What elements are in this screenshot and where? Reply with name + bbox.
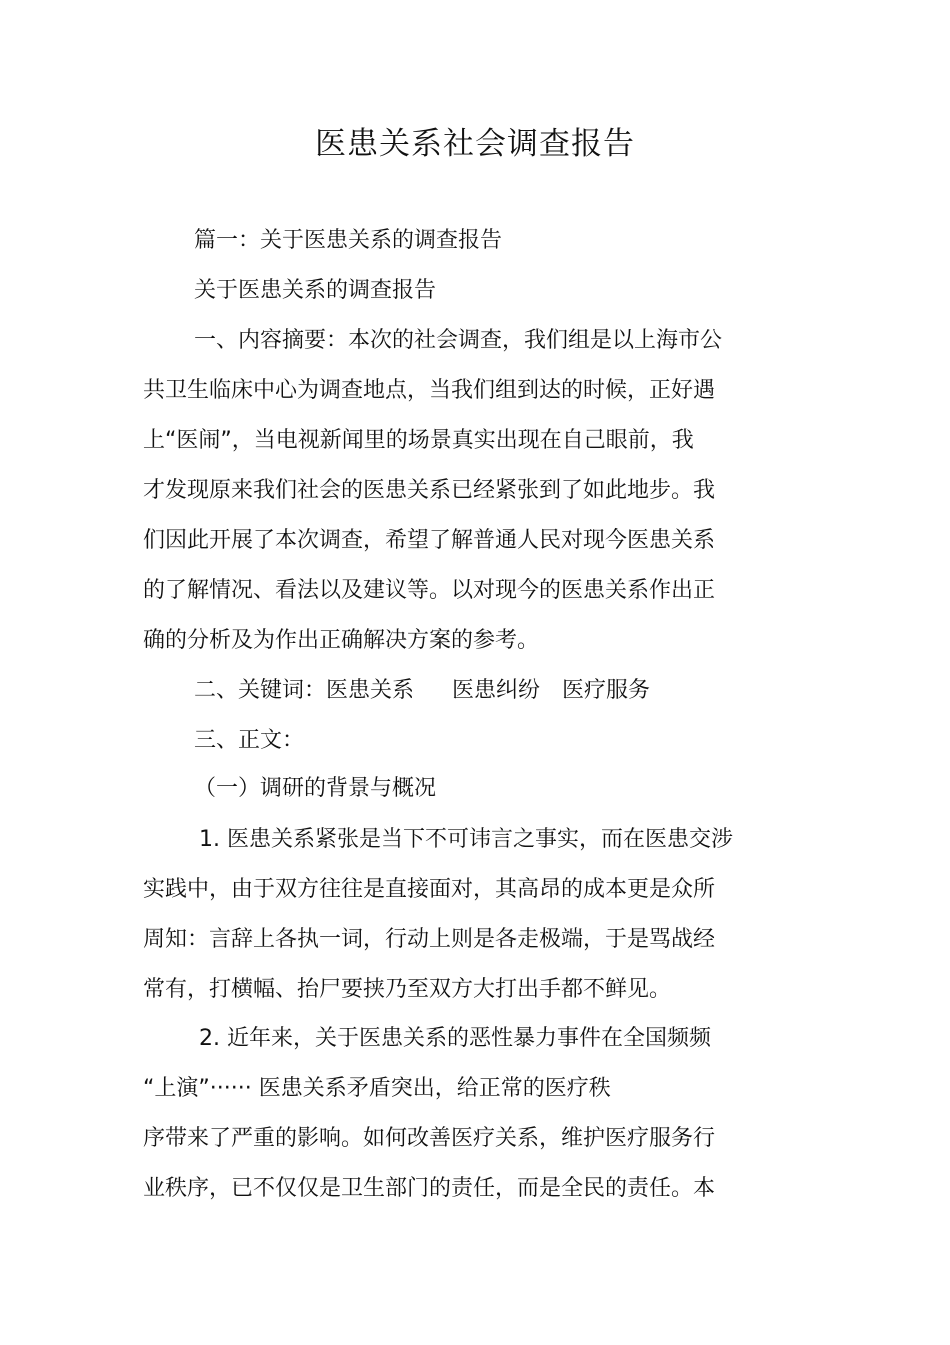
paragraph-line: 常有，打横幅、抬尸要挟乃至双方大打出手都不鲜见。 <box>143 977 672 1002</box>
paragraph-line: 序带来了严重的影响。如何改善医疗关系，维护医疗服务行 <box>143 1126 716 1151</box>
abstract-line: 共卫生临床中心为调查地点，当我们组到达的时候，正好遇 <box>143 378 716 403</box>
sub-heading: 关于医患关系的调查报告 <box>194 278 437 303</box>
section-heading: （一）调研的背景与概况 <box>194 776 437 801</box>
keyword: 医患关系 <box>326 678 415 703</box>
keywords-label: 二、关键词： <box>194 678 327 703</box>
body-heading: 三、正文： <box>194 728 305 753</box>
paragraph-line: 业秩序，已不仅仅是卫生部门的责任，而是全民的责任。本 <box>143 1176 716 1201</box>
abstract-line: 才发现原来我们社会的医患关系已经紧张到了如此地步。我 <box>143 478 716 503</box>
paragraph-line: 1. 医患关系紧张是当下不可讳言之事实，而在医患交涉 <box>199 827 733 852</box>
abstract-line: 确的分析及为作出正确解决方案的参考。 <box>143 628 540 653</box>
document-title: 医患关系社会调查报告 <box>315 126 635 162</box>
paragraph-line: 实践中，由于双方往往是直接面对，其高昂的成本更是众所 <box>143 877 716 902</box>
abstract-line: 上“医闹”，当电视新闻里的场景真实出现在自己眼前，我 <box>143 428 694 453</box>
keywords-line <box>194 676 650 706</box>
paragraph-line: 周知：言辞上各执一词，行动上则是各走极端，于是骂战经 <box>143 927 716 952</box>
keyword: 医患纠纷 <box>452 678 541 703</box>
abstract-line: 一、内容摘要：本次的社会调查，我们组是以上海市公 <box>194 328 723 353</box>
abstract-line: 的了解情况、看法以及建议等。以对现今的医患关系作出正 <box>143 578 716 603</box>
paragraph-line: “上演”······ 医患关系矛盾突出，给正常的医疗秩 <box>143 1076 611 1101</box>
keyword: 医疗服务 <box>562 678 651 703</box>
abstract-line: 们因此开展了本次调查，希望了解普通人民对现今医患关系 <box>143 528 716 553</box>
chapter-heading: 篇一：关于医患关系的调查报告 <box>194 228 503 253</box>
paragraph-line: 2. 近年来，关于医患关系的恶性暴力事件在全国频频 <box>199 1026 711 1051</box>
